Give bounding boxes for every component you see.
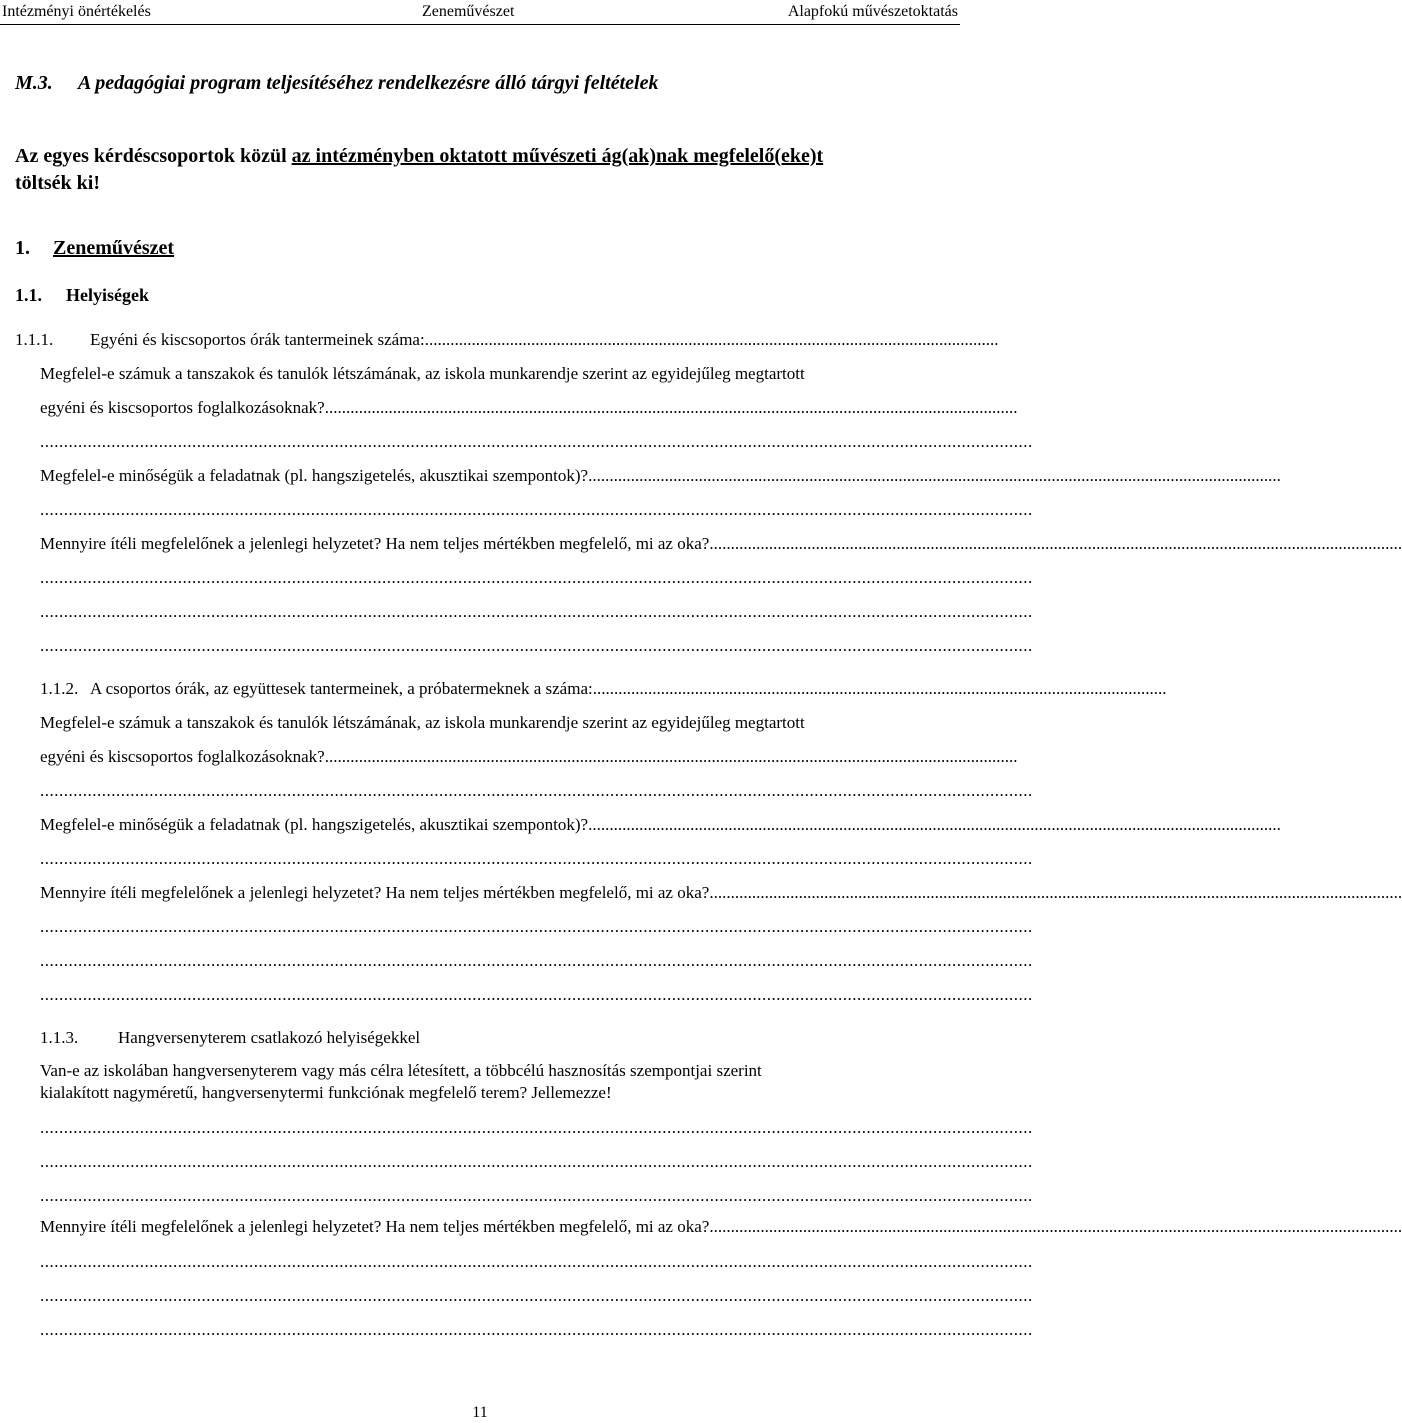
s113-title: Hangversenyterem csatlakozó helyiségekkel (118, 1028, 421, 1047)
s111-q3: Mennyire ítéli megfelelőnek a jelenlegi helyzetet? Ha nem teljes mértékben megfelelő, mi az oka? (40, 534, 710, 553)
header-divider (0, 24, 960, 25)
s111-q1-line1: Megfelel-e számuk a tanszakok és tanulók létszámának, az iskola munkarendje szerint az egyidejűleg megtartott (40, 364, 805, 383)
answer-line[interactable]: ................................................................................................................................................................................................................. (40, 1252, 1033, 1271)
answer-line[interactable]: ................................................................................................................................................................................................................. (40, 432, 1033, 451)
s112-q1-line2-row: egyéni és kiscsoportos foglalkozásoknak?................................................................................................................................................................... (40, 747, 1018, 766)
answer-line[interactable]: ................................................................................................................................................................................................................. (40, 951, 1033, 970)
s111-q1-line2: egyéni és kiscsoportos foglalkozásoknak? (40, 398, 325, 417)
s112-q2-row: Megfelel-e minőségük a feladatnak (pl. hangszigetelés, akusztikai szempontok)?................................................................................................................................................................... (40, 815, 1281, 834)
s111-title-row: Egyéni és kiscsoportos órák tantermeinek száma:....................................................................................................................................... (90, 330, 999, 349)
section-code: M.3. (15, 72, 53, 94)
s111-num: 1.1.1. (15, 330, 54, 349)
s112-q2: Megfelel-e minőségük a feladatnak (pl. hangszigetelés, akusztikai szempontok)? (40, 815, 589, 834)
intro-line-1 (15, 145, 823, 168)
heading-11-num: 1.1. (15, 285, 42, 305)
intro-line-2: töltsék ki! (15, 172, 100, 194)
answer-line[interactable]: ................................................................................................................................................................................................................. (40, 568, 1033, 587)
intro-underlined: az intézményben oktatott művészeti ág(ak)nak megfelelő(eke)t (291, 145, 824, 167)
s112-q1-line2: egyéni és kiscsoportos foglalkozásoknak? (40, 747, 325, 766)
s111-q3-row: Mennyire ítéli megfelelőnek a jelenlegi helyzetet? Ha nem teljes mértékben megfelelő, mi az oka?................................................................................................................................................................... (40, 534, 1402, 553)
s112-q1-line1: Megfelel-e számuk a tanszakok és tanulók létszámának, az iskola munkarendje szerint az egyidejűleg megtartott (40, 713, 805, 732)
heading-1-title: Zeneművészet (53, 237, 175, 259)
s111-q2: Megfelel-e minőségük a feladatnak (pl. hangszigetelés, akusztikai szempontok)? (40, 466, 589, 485)
answer-line[interactable]: ................................................................................................................................................................................................................. (40, 781, 1033, 800)
s112-title-row: A csoportos órák, az együttesek tantermeinek, a próbatermeknek a száma:....................................................................................................................................... (90, 679, 1167, 698)
page-number: 11 (472, 1404, 488, 1421)
s112-num: 1.1.2. (40, 679, 79, 698)
answer-line[interactable]: ................................................................................................................................................................................................................. (40, 1118, 1033, 1137)
answer-line[interactable]: ................................................................................................................................................................................................................. (40, 1186, 1033, 1205)
answer-line[interactable]: ................................................................................................................................................................................................................. (40, 636, 1033, 655)
s111-q2-row: Megfelel-e minőségük a feladatnak (pl. hangszigetelés, akusztikai szempontok)?................................................................................................................................................................... (40, 466, 1281, 485)
heading-1-num: 1. (15, 237, 30, 259)
s113-q2-row: Mennyire ítéli megfelelőnek a jelenlegi helyzetet? Ha nem teljes mértékben megfelelő, mi az oka?................................................................................................................................................................... (40, 1217, 1402, 1236)
page-header (0, 0, 960, 24)
header-right: Alapfokú művészetoktatás (787, 3, 958, 20)
answer-line[interactable]: ................................................................................................................................................................................................................. (40, 849, 1033, 868)
s111-title: Egyéni és kiscsoportos órák tantermeinek száma: (90, 330, 425, 349)
answer-line[interactable]: ................................................................................................................................................................................................................. (40, 917, 1033, 936)
answer-line[interactable]: ................................................................................................................................................................................................................. (40, 1320, 1033, 1339)
s112-title: A csoportos órák, az együttesek tantermeinek, a próbatermeknek a száma: (90, 679, 593, 698)
answer-line[interactable]: ................................................................................................................................................................................................................. (40, 1286, 1033, 1305)
header-left: Intézményi önértékelés (2, 3, 151, 20)
section-title: A pedagógiai program teljesítéséhez rendelkezésre álló tárgyi feltételek (78, 72, 659, 94)
s111-q1-line2-row: egyéni és kiscsoportos foglalkozásoknak?................................................................................................................................................................... (40, 398, 1018, 417)
s113-q2: Mennyire ítéli megfelelőnek a jelenlegi helyzetet? Ha nem teljes mértékben megfelelő, mi az oka? (40, 1217, 710, 1236)
s112-q3-row: Mennyire ítéli megfelelőnek a jelenlegi helyzetet? Ha nem teljes mértékben megfelelő, mi az oka?................................................................................................................................................................... (40, 883, 1402, 902)
s113-num: 1.1.3. (40, 1028, 79, 1047)
answer-line[interactable]: ................................................................................................................................................................................................................. (40, 500, 1033, 519)
header-center: Zeneművészet (422, 3, 515, 20)
answer-line[interactable]: ................................................................................................................................................................................................................. (40, 602, 1033, 621)
answer-line[interactable]: ................................................................................................................................................................................................................. (40, 1152, 1033, 1171)
intro-text: Az egyes kérdéscsoportok közül (15, 145, 292, 167)
answer-line[interactable]: ................................................................................................................................................................................................................. (40, 985, 1033, 1004)
heading-11-title: Helyiségek (66, 285, 149, 305)
s113-q1-line2: kialakított nagyméretű, hangversenytermi funkciónak megfelelő terem? Jellemezze! (40, 1083, 612, 1102)
s112-q3: Mennyire ítéli megfelelőnek a jelenlegi helyzetet? Ha nem teljes mértékben megfelelő, mi az oka? (40, 883, 710, 902)
s113-q1-line1: Van-e az iskolában hangversenyterem vagy más célra létesített, a többcélú hasznosítás szempontjai szerint (40, 1061, 762, 1080)
